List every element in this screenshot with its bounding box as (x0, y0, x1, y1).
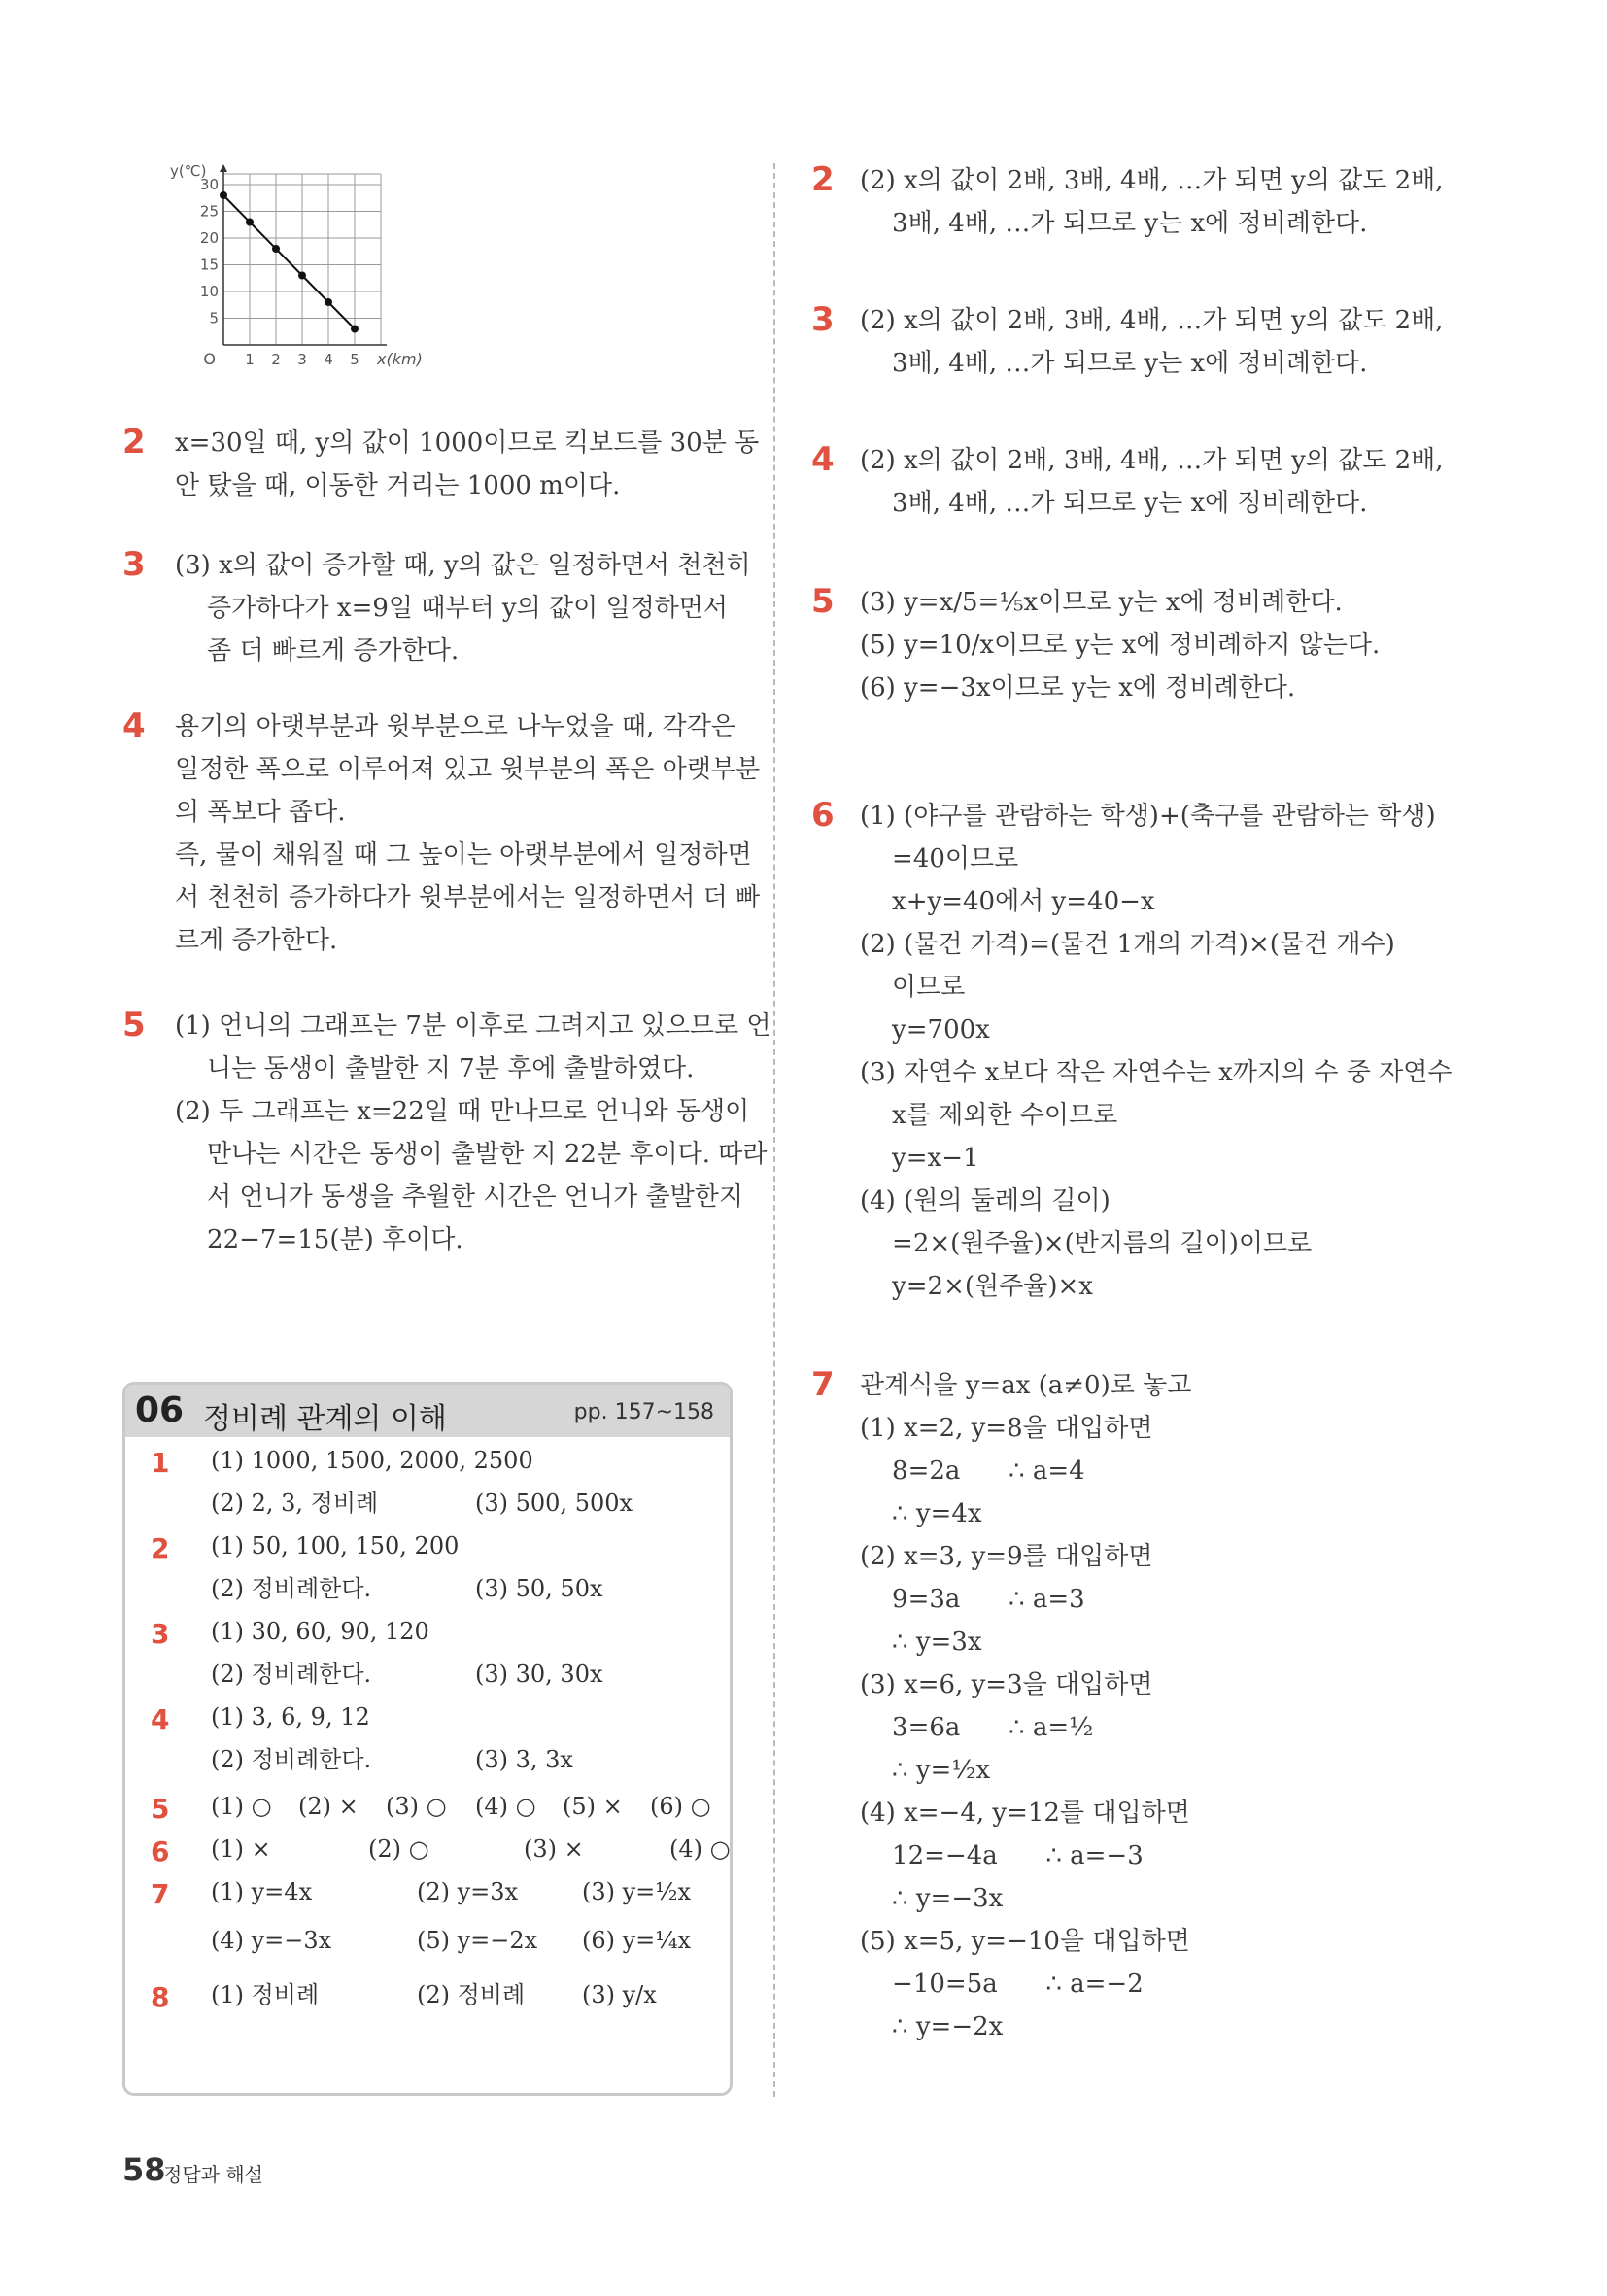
solution-line: (2) 두 그래프는 x=22일 때 만나므로 언니와 동생이 (175, 1097, 750, 1126)
answer-cell: (1) 50, 100, 150, 200 (211, 1532, 460, 1559)
solution-line: x를 제외한 수이므로 (860, 1101, 1118, 1130)
answer-summary-box (122, 1382, 733, 2096)
answer-cell: (3) 50, 50x (475, 1575, 603, 1602)
problem-number: 2 (122, 423, 146, 462)
answer-cell: (2) ○ (368, 1835, 429, 1863)
answer-cell: (3) y/x (582, 1981, 657, 2008)
answer-cell: (3) 30, 30x (475, 1661, 603, 1688)
temperature-distance-chart (165, 160, 457, 384)
y-tick-label: 20 (199, 229, 219, 247)
solution-line: (1) (야구를 관람하는 학생)+(축구를 관람하는 학생) (860, 802, 1436, 831)
answer-cell: (2) 정비례 (417, 1981, 526, 2008)
data-point (298, 272, 306, 280)
y-tick-label: 15 (199, 256, 219, 274)
y-tick-label: 5 (209, 309, 219, 327)
solution-line: (5) x=5, y=−10을 대입하면 (860, 1927, 1190, 1956)
solution-line: (2) x=3, y=9를 대입하면 (860, 1542, 1153, 1571)
solution-line: x+y=40에서 y=40−x (860, 887, 1155, 916)
solution-line: ∴ y=−3x (860, 1884, 1004, 1913)
solution-line: 이므로 (860, 973, 966, 1002)
solution-line: (4) (원의 둘레의 길이) (860, 1186, 1111, 1216)
y-axis-label: y(℃) (170, 162, 207, 180)
answer-cell: (1) 3, 6, 9, 12 (211, 1703, 370, 1731)
answer-cell: (3) 500, 500x (475, 1490, 633, 1517)
answer-cell: (2) y=3x (417, 1878, 519, 1905)
answer-cell: (5) × (563, 1793, 623, 1820)
answer-cell: (3) × (524, 1835, 584, 1863)
x-tick-label: 2 (271, 351, 281, 368)
solution-line: 3=6a ∴ a=½ (860, 1713, 1094, 1742)
solution-line: 용기의 아랫부분과 윗부분으로 나누었을 때, 각각은 (175, 712, 736, 741)
solution-line: 즉, 물이 채워질 때 그 높이는 아랫부분에서 일정하면 (175, 840, 752, 870)
answer-cell: (2) 2, 3, 정비례 (211, 1490, 379, 1517)
solution-line: (3) x의 값이 증가할 때, y의 값은 일정하면서 천천히 (175, 551, 751, 580)
solution-line: 만나는 시간은 동생이 출발한 지 22분 후이다. 따라 (175, 1140, 768, 1169)
section-number: 06 (135, 1390, 185, 1430)
solution-line: (3) y=x/5=⅕x이므로 y는 x에 정비례한다. (860, 588, 1343, 617)
answer-cell: (1) 1000, 1500, 2000, 2500 (211, 1447, 533, 1474)
solution-line: −10=5a ∴ a=−2 (860, 1970, 1144, 1999)
problem-number: 5 (122, 1006, 146, 1045)
answer-cell: (2) 정비례한다. (211, 1746, 372, 1773)
solution-line: 안 탔을 때, 이동한 거리는 1000 m이다. (175, 471, 621, 500)
solution-line: 22−7=15(분) 후이다. (175, 1225, 463, 1254)
data-point (325, 298, 332, 306)
series-line (223, 195, 355, 329)
problem-number: 4 (122, 706, 146, 745)
solution-line: ∴ y=½x (860, 1756, 991, 1785)
answer-number: 5 (151, 1793, 170, 1825)
solution-line: 서 천천히 증가하다가 윗부분에서는 일정하면서 더 빠 (175, 883, 761, 912)
solution-line: (6) y=−3x이므로 y는 x에 정비례한다. (860, 673, 1296, 703)
solution-line: 관계식을 y=ax (a≠0)로 놓고 (860, 1371, 1192, 1400)
answer-cell: (2) × (298, 1793, 359, 1820)
solution-line: (2) x의 값이 2배, 3배, 4배, …가 되면 y의 값도 2배, (860, 306, 1444, 335)
answer-number: 8 (151, 1981, 170, 2013)
problem-number: 2 (811, 160, 835, 199)
problem-number: 3 (811, 300, 835, 339)
data-point (220, 191, 227, 199)
answer-number: 1 (151, 1447, 170, 1479)
data-point (272, 245, 280, 253)
answer-cell: (4) ○ (475, 1793, 536, 1820)
x-tick-label: 4 (324, 351, 333, 368)
solution-line: 3배, 4배, …가 되므로 y는 x에 정비례한다. (860, 489, 1368, 518)
answer-cell: (2) 정비례한다. (211, 1575, 372, 1602)
solution-line: 르게 증가한다. (175, 926, 338, 955)
solution-line: 좀 더 빠르게 증가한다. (175, 636, 460, 666)
solution-line: y=x−1 (860, 1144, 979, 1173)
answer-number: 4 (151, 1703, 170, 1735)
answer-number: 2 (151, 1532, 170, 1564)
problem-number: 4 (811, 440, 835, 479)
answer-cell: (1) y=4x (211, 1878, 313, 1905)
answer-cell: (6) ○ (650, 1793, 711, 1820)
solution-line: ∴ y=3x (860, 1628, 982, 1657)
solution-line: 증가하다가 x=9일 때부터 y의 값이 일정하면서 (175, 594, 729, 623)
solution-line: 9=3a ∴ a=3 (860, 1585, 1085, 1614)
answer-cell: (3) 3, 3x (475, 1746, 573, 1773)
answer-cell: (3) y=½x (582, 1878, 692, 1905)
solution-line: (2) x의 값이 2배, 3배, 4배, …가 되면 y의 값도 2배, (860, 446, 1444, 475)
answer-number: 6 (151, 1835, 170, 1868)
x-tick-label: 1 (245, 351, 255, 368)
solution-line: 의 폭보다 좁다. (175, 798, 346, 827)
column-divider (773, 163, 775, 2097)
section-pages: pp. 157~158 (573, 1400, 714, 1424)
answer-cell: (1) 정비례 (211, 1981, 320, 2008)
answer-cell: (4) ○ (669, 1835, 731, 1863)
answer-cell: (5) y=−2x (417, 1927, 538, 1954)
y-axis-arrow (220, 164, 227, 172)
solution-line: (3) 자연수 x보다 작은 자연수는 x까지의 수 중 자연수 (860, 1058, 1453, 1087)
y-tick-label: 10 (199, 283, 219, 300)
solution-line: (4) x=−4, y=12를 대입하면 (860, 1799, 1190, 1828)
answer-cell: (2) 정비례한다. (211, 1661, 372, 1688)
solution-line: x=30일 때, y의 값이 1000이므로 킥보드를 30분 동 (175, 428, 760, 458)
answer-cell: (1) × (211, 1835, 271, 1863)
answer-cell: (4) y=−3x (211, 1927, 332, 1954)
solution-line: 12=−4a ∴ a=−3 (860, 1841, 1144, 1870)
x-axis-label: x(km) (377, 350, 423, 368)
data-point (246, 219, 254, 226)
answer-number: 7 (151, 1878, 170, 1910)
solution-line: (1) x=2, y=8을 대입하면 (860, 1414, 1153, 1443)
solution-line: y=700x (860, 1015, 990, 1045)
problem-number: 7 (811, 1365, 835, 1404)
section-header (125, 1385, 730, 1437)
y-tick-label: 25 (199, 202, 219, 221)
problem-number: 5 (811, 582, 835, 621)
answer-cell: (1) ○ (211, 1793, 272, 1820)
solution-line: 일정한 폭으로 이루어져 있고 윗부분의 폭은 아랫부분 (175, 755, 761, 784)
data-point (351, 326, 359, 333)
answer-cell: (1) 30, 60, 90, 120 (211, 1618, 429, 1645)
page-number: 58 (122, 2151, 166, 2188)
solution-line: 서 언니가 동생을 추월한 시간은 언니가 출발한지 (175, 1182, 743, 1212)
origin-label: O (203, 350, 216, 368)
solution-line: =2×(원주율)×(반지름의 길이)이므로 (860, 1229, 1313, 1258)
solution-line: (2) (물건 가격)=(물건 1개의 가격)×(물건 개수) (860, 930, 1395, 959)
solution-line: =40이므로 (860, 844, 1019, 874)
problem-number: 6 (811, 796, 835, 835)
x-tick-label: 5 (350, 351, 359, 368)
y-tick-label: 30 (199, 176, 219, 193)
answer-number: 3 (151, 1618, 170, 1650)
solution-line: (3) x=6, y=3을 대입하면 (860, 1670, 1153, 1699)
solution-line: 8=2a ∴ a=4 (860, 1456, 1085, 1486)
x-tick-label: 3 (297, 351, 307, 368)
footer-label: 정답과 해설 (163, 2163, 263, 2186)
problem-number: 3 (122, 545, 146, 584)
solution-line: (2) x의 값이 2배, 3배, 4배, …가 되면 y의 값도 2배, (860, 166, 1444, 195)
solution-line: y=2×(원주율)×x (860, 1272, 1093, 1301)
solution-line: 니는 동생이 출발한 지 7분 후에 출발하였다. (175, 1054, 695, 1083)
section-title: 정비례 관계의 이해 (203, 1402, 447, 1436)
solution-line: ∴ y=4x (860, 1499, 982, 1528)
solution-line: (1) 언니의 그래프는 7분 이후로 그려지고 있으므로 언 (175, 1011, 771, 1041)
solution-line: 3배, 4배, …가 되므로 y는 x에 정비례한다. (860, 209, 1368, 238)
solution-line: 3배, 4배, …가 되므로 y는 x에 정비례한다. (860, 349, 1368, 378)
solution-line: ∴ y=−2x (860, 2012, 1004, 2041)
answer-cell: (3) ○ (386, 1793, 447, 1820)
chart-svg (165, 160, 457, 384)
solution-line: (5) y=10/x이므로 y는 x에 정비례하지 않는다. (860, 631, 1381, 660)
answer-cell: (6) y=¼x (582, 1927, 692, 1954)
